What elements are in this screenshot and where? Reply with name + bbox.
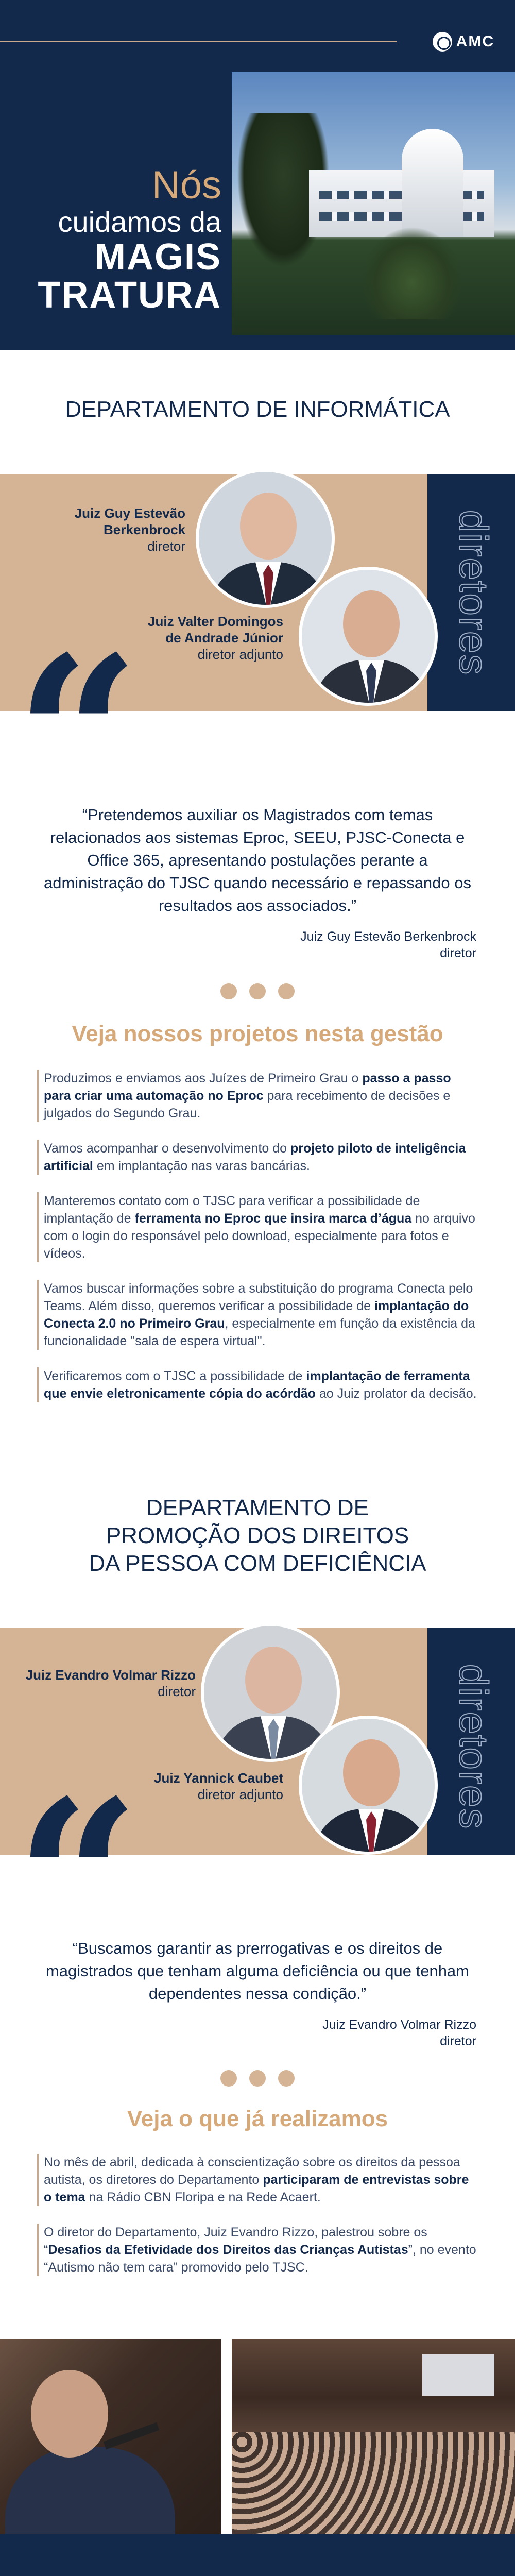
project-item — [37, 1367, 478, 1402]
informatica-title: DEPARTAMENTO DE INFORMÁTICA — [65, 397, 450, 422]
quote-mark-icon: “ — [15, 1753, 140, 2007]
projects-list — [0, 1070, 515, 1402]
dot — [220, 2070, 237, 2087]
dot — [278, 983, 295, 999]
dot — [249, 983, 266, 999]
item-text: O diretor do Departamento, Juiz Evandro Rizzo, palestrou sobre os “ — [44, 2225, 427, 2257]
event-photos — [0, 2339, 515, 2535]
dot — [249, 2070, 266, 2087]
project-item — [37, 1280, 478, 1350]
director2-name-line2: de Andrade Júnior — [165, 630, 283, 646]
item-highlight: participaram de entrevistas sobre o tema — [44, 2173, 469, 2205]
hero-title-line1: Nós — [151, 163, 221, 207]
directors-vertical-label — [438, 479, 510, 706]
item-text: Produzimos e enviamos aos Juízes de Primeiro Grau o — [44, 1071, 363, 1086]
microphone-icon — [104, 2422, 160, 2450]
director2-name: Juiz Yannick Caubet — [154, 1770, 283, 1786]
director1-name-line1: Juiz Guy Estevão — [74, 505, 185, 521]
quote-author-name: Juiz Evandro Volmar Rizzo — [322, 2018, 476, 2032]
deficiencia-title-line3: DA PESSOA COM DEFICIÊNCIA — [89, 1551, 426, 1576]
item-text: No mês de abril, dedicada à conscientização sobre os direitos da pessoa autista, os diretores do Departamento — [44, 2155, 460, 2187]
interview-photo — [0, 2339, 221, 2535]
team-section — [0, 2534, 515, 2576]
portrait-head — [240, 493, 297, 560]
item-text: em implantação nas varas bancárias. — [93, 1159, 310, 1173]
director2-portrait — [299, 1716, 438, 1855]
quote-author-role: diretor — [440, 946, 476, 960]
photo-person-head — [31, 2370, 108, 2458]
lecture-photo — [232, 2339, 515, 2535]
director2-name-line1: Juiz Valter Domingos — [148, 614, 283, 629]
done-list — [0, 2154, 515, 2276]
directors-vertical-text: diretores — [451, 1664, 497, 1829]
director1-role: diretor — [147, 538, 185, 554]
director1-portrait — [196, 469, 335, 608]
item-text: ”, no evento “Autismo não tem cara” promovido pelo TJSC. — [44, 2243, 476, 2275]
directors-vertical-label — [438, 1633, 510, 1860]
informatica-quote-author — [0, 928, 515, 961]
hero-banner — [0, 0, 515, 350]
item-text: na Rádio CBN Floripa e na Rede Acaert. — [85, 2190, 321, 2205]
project-item — [37, 1192, 478, 1262]
directors-vertical-text: diretores — [451, 510, 497, 675]
item-text: , especialmente em função da existência da funcionalidade "sala de espera virtual". — [44, 1316, 475, 1348]
item-text: ao Juiz prolator da decisão. — [315, 1386, 477, 1401]
director1-label — [10, 1667, 196, 1700]
project-item — [37, 1070, 478, 1122]
project-item — [37, 1140, 478, 1175]
item-highlight: Desafios da Efetividade dos Direitos das Crianças Autistas — [48, 2243, 408, 2257]
amc-logo-text: AMC — [456, 33, 494, 50]
director1-name-line2: Berkenbrock — [104, 522, 185, 537]
hero-title-line4: TRATURA — [38, 275, 221, 316]
deficiencia-title — [0, 1494, 515, 1628]
director2-role: diretor adjunto — [197, 1787, 283, 1802]
portrait-head — [343, 1739, 400, 1806]
header-divider — [0, 41, 397, 42]
deficiencia-title-line1: DEPARTAMENTO DE — [146, 1495, 369, 1520]
quote-mark-icon: “ — [15, 609, 140, 863]
item-highlight: ferramenta no Eproc que insira marca d’água — [134, 1211, 412, 1226]
amc-logo-icon — [433, 32, 452, 52]
amc-logo — [433, 32, 494, 52]
item-highlight: implantação do Conecta 2.0 no Primeiro Grau — [44, 1299, 469, 1331]
separator-dots — [0, 983, 515, 999]
item-highlight: projeto piloto de inteligência artificial — [44, 1141, 466, 1173]
hero-title — [0, 165, 221, 314]
item-highlight: implantação de ferramenta que envie eletronicamente cópia do acórdão — [44, 1369, 470, 1401]
deficiencia-title-line2: PROMOÇÃO DOS DIREITOS — [106, 1523, 409, 1548]
done-title: Veja o que já realizamos — [127, 2106, 388, 2131]
portrait-head — [245, 1647, 302, 1714]
director2-portrait — [299, 567, 438, 706]
informatica-quote-text: “Pretendemos auxiliar os Magistrados com temas relacionados aos sistemas Eproc, SEEU, PJSC-Conecta e Office 365, apresentando postulações perante a administração do TJSC quando necessário e repassando os resultados aos associados.” — [43, 806, 472, 914]
deficiencia-quote-text: “Buscamos garantir as prerrogativas e os direitos de magistrados que tenham alguma deficiência ou que tenham dependentes nessa condição.” — [45, 1939, 469, 2003]
done-item — [37, 2224, 478, 2276]
photo-person-body — [5, 2447, 175, 2535]
projection-screen — [422, 2354, 494, 2396]
courthouse-photo — [232, 72, 515, 335]
portrait-head — [343, 590, 400, 657]
item-text: no arquivo com o login do responsável pelo download, especialmente para fotos e vídeos. — [44, 1211, 475, 1261]
section-deficiencia — [0, 1494, 515, 2339]
item-text: Manteremos contato com o TJSC para verificar a possibilidade de implantação de — [44, 1194, 420, 1226]
deficiencia-quote-author — [0, 2016, 515, 2049]
tower-shape — [402, 129, 464, 237]
done-item — [37, 2154, 478, 2206]
quote-author-name: Juiz Guy Estevão Berkenbrock — [300, 929, 476, 944]
director2-role: diretor adjunto — [197, 647, 283, 662]
item-highlight: passo a passo para criar uma automação no Eproc — [44, 1071, 451, 1103]
audience-shape — [232, 2432, 515, 2535]
director1-name: Juiz Evandro Volmar Rizzo — [25, 1667, 196, 1683]
team-title — [0, 2534, 515, 2576]
dot — [220, 983, 237, 999]
item-text: para recebimento de decisões e julgados do Segundo Grau. — [44, 1089, 451, 1121]
quote-author-role: diretor — [440, 2034, 476, 2048]
item-text: Verificaremos com o TJSC a possibilidade de — [44, 1369, 306, 1383]
palm-shape — [360, 227, 464, 319]
director1-label — [21, 505, 185, 554]
projects-title: Veja nossos projetos nesta gestão — [72, 1021, 443, 1046]
hero-title-line2: cuidamos da — [58, 206, 221, 238]
separator-dots — [0, 2070, 515, 2087]
director1-role: diretor — [158, 1684, 196, 1699]
item-text: Vamos acompanhar o desenvolvimento do — [44, 1141, 290, 1156]
hero-title-line3: MAGIS — [94, 236, 221, 278]
dot — [278, 2070, 295, 2087]
section-informatica — [0, 350, 515, 1401]
item-text: Vamos buscar informações sobre a substituição do programa Conecta pelo Teams. Além disso, queremos verificar a possibilidade de — [44, 1281, 473, 1313]
